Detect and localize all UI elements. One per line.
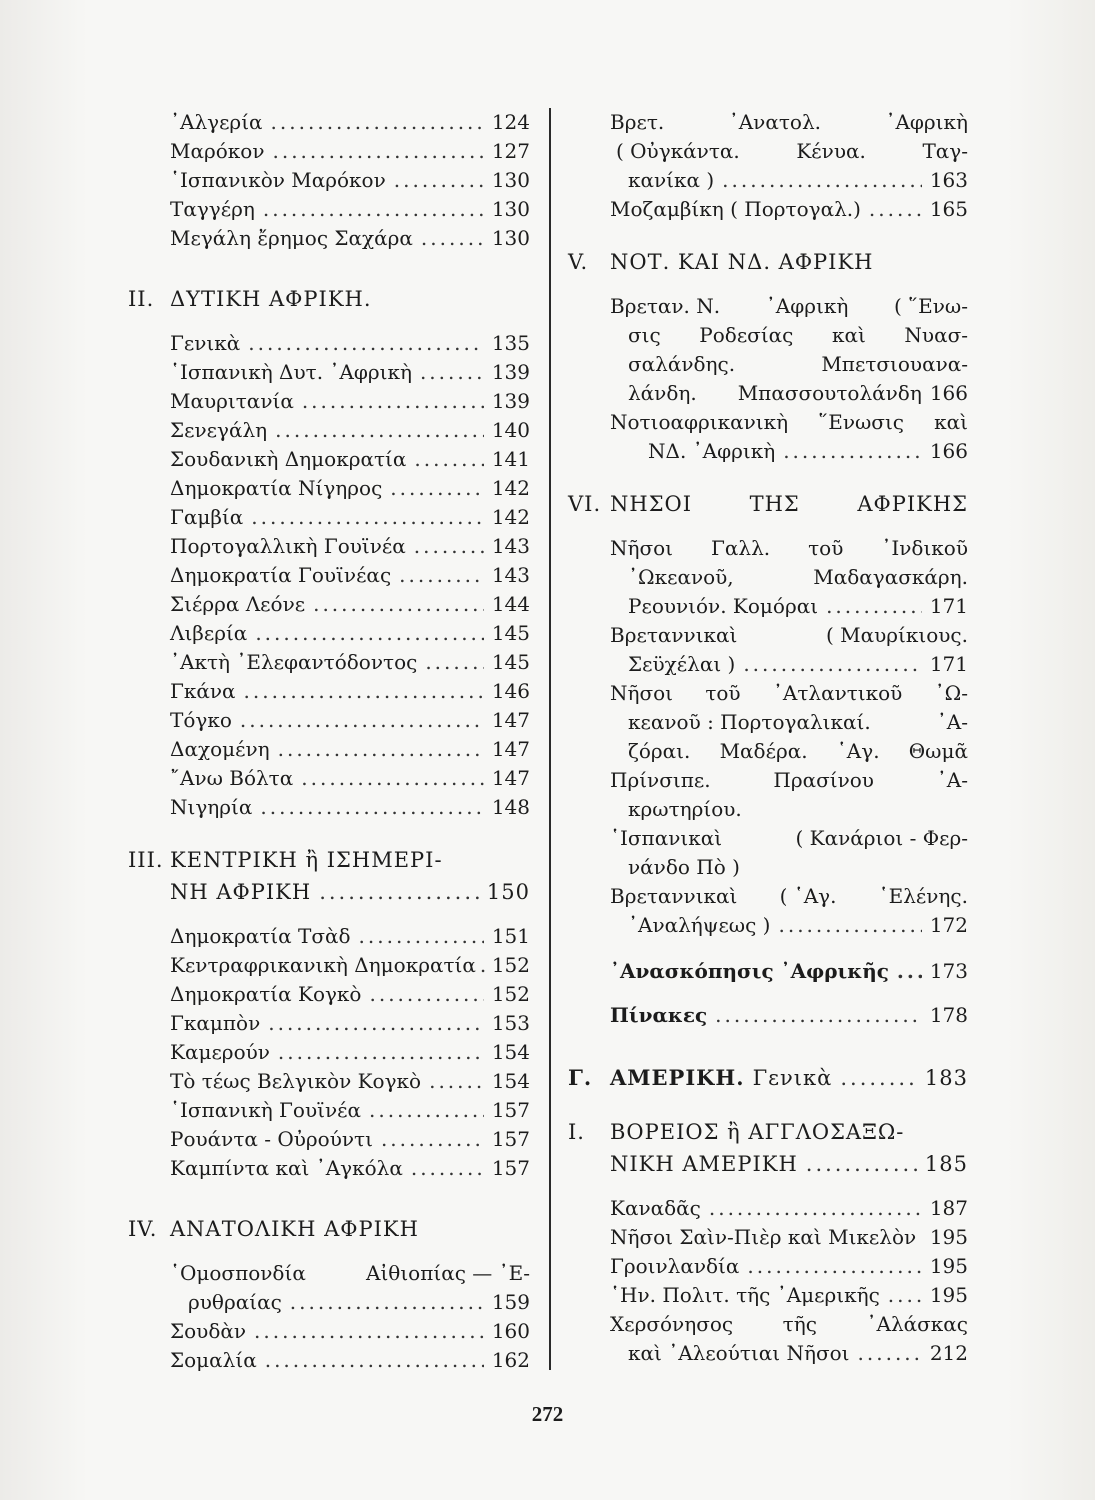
toc-entry: Γαμβία ..... 142 (170, 503, 530, 532)
section-heading-america: Γ. ΑΜΕΡΙΚΗ. Γενικὰ ..... 183 (568, 1062, 968, 1094)
toc-entry: ᾿Αναλήψεως ) ..... 172 (610, 911, 968, 940)
toc-line: ζόραι. Μαδέρα. ῾Αγ. Θωμᾶ (628, 739, 968, 763)
toc-entry: λάνδη. Μπασσουτολάνδη 166 (628, 381, 968, 405)
toc-entry: ᾿Ακτὴ ᾿Ελεφαντόδοντος ..... 145 (170, 648, 530, 677)
toc-entry: Τόγκο ..... 147 (170, 706, 530, 735)
toc-line: Βρεταννικαὶ ( Μαυρίκιους. (610, 623, 968, 647)
toc-entry: Σενεγάλη ..... 140 (170, 416, 530, 445)
toc-line: ῾Ισπανικαὶ ( Κανάριοι - Φερ- (610, 826, 968, 850)
central-africa-list (128, 922, 530, 1183)
toc-entry: Γκαμπὸν ..... 153 (170, 1009, 530, 1038)
toc-entry-multiline: ῾Ομοσπονδία Αἰθιοπίας — ᾿Ε- (170, 1261, 530, 1285)
south-africa-list (568, 292, 968, 466)
toc-entry: Καμερούν ..... 154 (170, 1038, 530, 1067)
toc-line: Βρεταννικαὶ ( ῾Αγ. ῾Ελένης. (610, 884, 968, 908)
toc-entry: Δαχομένη ..... 147 (170, 735, 530, 764)
toc-entry: Δημοκρατία Τσὰδ ..... 151 (170, 922, 530, 951)
toc-line: Πρίνσιπε. Πρασίνου ᾿Α- (610, 768, 968, 792)
toc-entry: ῎Ανω Βόλτα ..... 147 (170, 764, 530, 793)
african-islands-list (568, 534, 968, 940)
section-heading-north-america-cont: ΝΙΚΗ ΑΜΕΡΙΚΗ ..... 185 (568, 1148, 968, 1180)
toc-entry: Γκάνα ..... 146 (170, 677, 530, 706)
toc-entry-review: ᾿Ανασκόπησις ᾿Αφρικῆς ..... 173 (610, 954, 968, 988)
toc-entry: Λιβερία ..... 145 (170, 619, 530, 648)
toc-line: νάνδο Πὸ ) (628, 855, 740, 879)
toc-entry: Ρεουνιόν. Κομόραι ..... 171 (610, 592, 968, 621)
toc-entry: Καμπίντα καὶ ᾿Αγκόλα ..... 157 (170, 1154, 530, 1183)
section-heading-south-africa: V. ΝΟΤ. ΚΑΙ ΝΔ. ΑΦΡΙΚΗ (568, 250, 874, 274)
toc-entry: Ρουάντα - Οὐρούντι ..... 157 (170, 1125, 530, 1154)
west-africa-list (128, 329, 530, 822)
toc-entry: ΝΔ. ᾿Αφρικὴ ..... 166 (610, 437, 968, 466)
east-africa-continuation (568, 108, 968, 224)
left-column (128, 108, 530, 1375)
section-heading-central-africa: III. ΚΕΝΤΡΙΚΗ ἢ ΙΣΗΜΕΡΙ- (128, 848, 443, 872)
toc-line: Νῆσοι Γαλλ. τοῦ ᾿Ινδικοῦ (610, 536, 968, 560)
toc-entry: Σουδανικὴ Δημοκρατία ..... 141 (170, 445, 530, 474)
east-africa-list (128, 1259, 530, 1375)
toc-entry: ῾Ισπανικὸν Μαρόκον ..... 130 (170, 166, 530, 195)
toc-entry: κανίκα ) ..... 163 (610, 166, 968, 195)
toc-entry: Δημοκρατία Γουϊνέας ..... 143 (170, 561, 530, 590)
review-and-tables (568, 954, 968, 1032)
north-america-list (568, 1194, 968, 1368)
toc-entry: ῾Ισπανικὴ Δυτ. ᾿Αφρικὴ ..... 139 (170, 358, 530, 387)
toc-entry-tables: Πίνακες ..... 178 (610, 998, 968, 1032)
toc-line: ᾿Ωκεανοῦ, Μαδαγασκάρη. (628, 565, 968, 589)
toc-entry: Ταγγέρη ..... 130 (170, 195, 530, 224)
toc-entry: Σιέρρα Λεόνε ..... 144 (170, 590, 530, 619)
toc-line: σις Ροδεσίας καὶ Νυασ- (628, 323, 968, 347)
toc-entry: Μοζαμβίκη ( Πορτογαλ.) ..... 165 (610, 195, 968, 224)
toc-entry: Νιγηρία ..... 148 (170, 793, 530, 822)
toc-line: Νοτιοαφρικανικὴ ῞Ενωσις καὶ (610, 410, 968, 434)
column-divider (549, 108, 551, 1370)
toc-entry: Μαυριτανία ..... 139 (170, 387, 530, 416)
toc-entry: Γροινλανδία ..... 195 (610, 1252, 968, 1281)
toc-line: Βρεταν. Ν. ᾿Αφρικὴ ( ῞Ενω- (610, 294, 968, 318)
toc-entry: Σομαλία ..... 162 (170, 1346, 530, 1375)
toc-entry: ῾Ην. Πολιτ. τῆς ᾿Αμερικῆς ..... 195 (610, 1281, 968, 1310)
toc-entry: Μεγάλη ἔρημος Σαχάρα ..... 130 (170, 224, 530, 253)
section-heading-central-africa-cont: ΝΗ ΑΦΡΙΚΗ ..... 150 (128, 876, 530, 908)
toc-line: κεανοῦ : Πορτογαλικαί. ᾿Α- (628, 710, 968, 734)
north-africa-continuation (128, 108, 530, 253)
toc-entry: Νῆσοι Σαὶν-Πιὲρ καὶ Μικελὸν 195 (610, 1225, 968, 1249)
toc-line: Χερσόνησος τῆς ᾿Αλάσκας (610, 1312, 968, 1336)
toc-entry: Δημοκρατία Νίγηρος ..... 142 (170, 474, 530, 503)
toc-entry: Καναδᾶς ..... 187 (610, 1194, 968, 1223)
toc-entry: Γενικὰ ..... 135 (170, 329, 530, 358)
toc-entry: Τὸ τέως Βελγικὸν Κογκὸ ..... 154 (170, 1067, 530, 1096)
toc-entry: Δημοκρατία Κογκὸ ..... 152 (170, 980, 530, 1009)
section-heading-east-africa: IV. ΑΝΑΤΟΛΙΚΗ ΑΦΡΙΚΗ (128, 1217, 419, 1241)
toc-entry: Πορτογαλλικὴ Γουϊνέα ..... 143 (170, 532, 530, 561)
section-heading-african-islands: VI. ΝΗΣΟΙ ΤΗΣ ΑΦΡΙΚΗΣ (568, 492, 968, 516)
toc-entry: ῾Ισπανικὴ Γουϊνέα ..... 157 (170, 1096, 530, 1125)
toc-entry: Μαρόκον ..... 127 (170, 137, 530, 166)
toc-line: Βρετ. ᾿Ανατολ. ᾿Αφρικὴ (610, 110, 968, 134)
toc-entry: Κεντραφρικανικὴ Δημοκρατία ..... 152 (170, 951, 530, 980)
section-heading-north-america: I. ΒΟΡΕΙΟΣ ἢ ΑΓΓΛΟΣΑΞΩ- (568, 1120, 905, 1144)
toc-line: κρωτηρίου. (628, 797, 742, 821)
toc-entry: Σουδὰν ..... 160 (170, 1317, 530, 1346)
toc-line: Νῆσοι τοῦ ᾿Ατλαντικοῦ ᾿Ω- (610, 681, 968, 705)
section-heading-west-africa: II. ΔΥΤΙΚΗ ΑΦΡΙΚΗ. (128, 287, 372, 311)
page-number: 272 (531, 1402, 564, 1426)
toc-line: ( Οὐγκάντα. Κένυα. Ταγ- (616, 139, 968, 163)
toc-entry: Σεϋχέλαι ) ..... 171 (610, 650, 968, 679)
toc-entry: καὶ ᾿Αλεούτιαι Νῆσοι ..... 212 (610, 1339, 968, 1368)
toc-entry-continuation: ρυθραίας ..... 159 (170, 1288, 530, 1317)
toc-entry: ᾿Αλγερία ..... 124 (170, 108, 530, 137)
right-column (568, 108, 968, 1368)
toc-line: σαλάνδης. Μπετσιουανα- (628, 352, 968, 376)
